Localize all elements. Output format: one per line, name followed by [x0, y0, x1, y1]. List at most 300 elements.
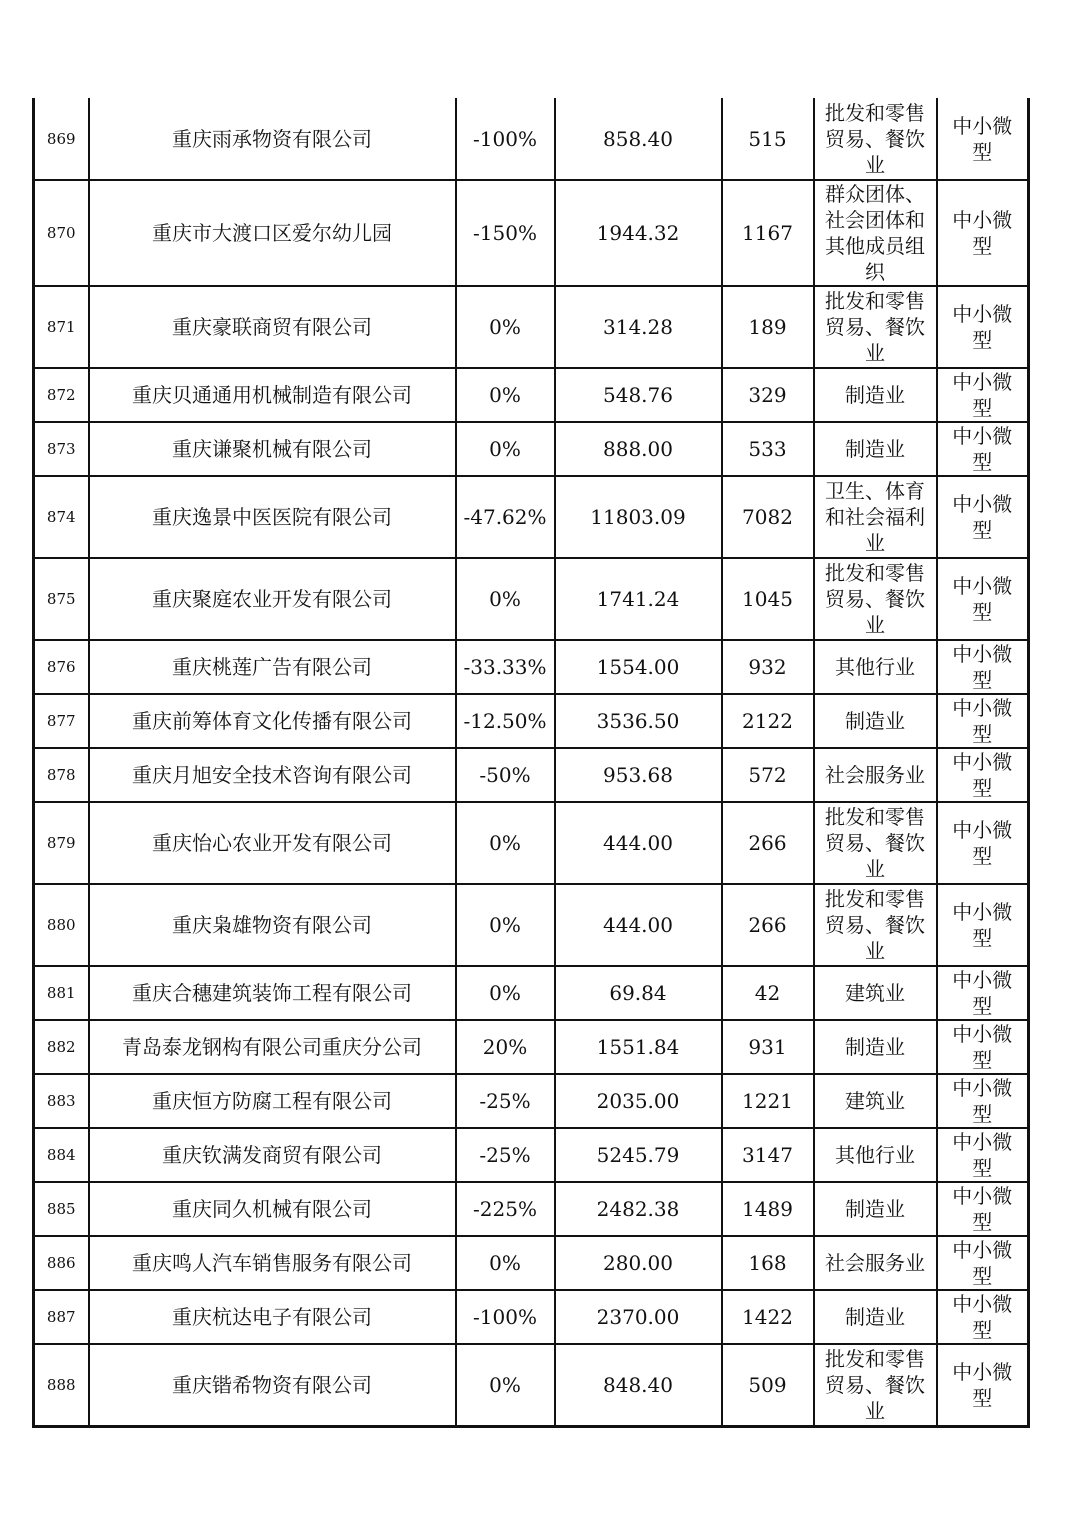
industry-cell: [814, 422, 937, 476]
table-row: [34, 640, 1029, 694]
company-name: 重庆逸景中医医院有限公司: [152, 505, 392, 529]
change-rate: 0%: [489, 587, 521, 611]
industry-cell: [814, 802, 937, 884]
count-value-cell: [722, 748, 814, 802]
amount-value: 1944.32: [596, 221, 680, 245]
count-value: 168: [748, 1251, 787, 1275]
count-value-cell: [722, 694, 814, 748]
change-rate-cell: [456, 368, 555, 422]
change-rate: -47.62%: [463, 505, 547, 529]
industry: 卫生、体育和社会福利业: [825, 479, 925, 555]
change-rate: 0%: [489, 831, 521, 855]
change-rate-cell: [456, 180, 555, 286]
amount-value: 888.00: [603, 437, 673, 461]
row-number-cell: [34, 1344, 89, 1426]
change-rate: 0%: [489, 1372, 521, 1397]
enterprise-size-cell: [937, 180, 1029, 286]
row-number: 883: [46, 1092, 76, 1110]
amount-value: 5245.79: [596, 1143, 680, 1167]
count-value-cell: [722, 1020, 814, 1074]
change-rate-cell: [456, 1344, 555, 1426]
change-rate-cell: [456, 1128, 555, 1182]
row-number-cell: [34, 1182, 89, 1236]
enterprise-size-cell: [937, 1128, 1029, 1182]
table-row: [34, 422, 1029, 476]
industry: 制造业: [845, 383, 905, 407]
company-name: 重庆鸣人汽车销售服务有限公司: [132, 1251, 412, 1275]
amount-value: 2370.00: [596, 1305, 680, 1329]
company-name-cell: [89, 884, 456, 966]
industry: 批发和零售贸易、餐饮业: [825, 561, 925, 637]
change-rate: 0%: [489, 383, 521, 407]
table-row: [34, 1236, 1029, 1290]
enterprise-size: 中小微型: [952, 1238, 1013, 1288]
change-rate: -150%: [473, 221, 537, 245]
enterprise-size: 中小微型: [952, 1184, 1013, 1234]
industry: 制造业: [845, 709, 905, 733]
industry-cell: [814, 1290, 937, 1344]
change-rate-cell: [456, 476, 555, 558]
count-value: 3147: [742, 1143, 793, 1167]
enterprise-size-cell: [937, 1290, 1029, 1344]
table-row: [34, 884, 1029, 966]
company-name: 青岛泰龙钢构有限公司重庆分公司: [122, 1035, 422, 1059]
industry-cell: [814, 98, 937, 180]
enterprise-size: 中小微型: [952, 1292, 1013, 1342]
amount-value: 1551.84: [596, 1035, 680, 1059]
row-number: 881: [46, 984, 76, 1002]
enterprise-size: 中小微型: [952, 900, 1013, 950]
industry: 其他行业: [835, 1143, 915, 1167]
row-number-cell: [34, 1290, 89, 1344]
enterprise-size: 中小微型: [952, 642, 1013, 692]
industry: 建筑业: [845, 981, 905, 1005]
amount-value: 953.68: [603, 763, 673, 787]
amount-value-cell: [555, 748, 722, 802]
change-rate: -100%: [473, 126, 537, 151]
count-value: 509: [748, 1372, 787, 1397]
enterprise-size: 中小微型: [952, 968, 1013, 1018]
company-name: 重庆枭雄物资有限公司: [172, 913, 372, 937]
row-number: 878: [46, 766, 76, 784]
change-rate: -50%: [479, 763, 531, 787]
enterprise-size-cell: [937, 422, 1029, 476]
amount-value-cell: [555, 1074, 722, 1128]
count-value: 1221: [742, 1089, 793, 1113]
amount-value-cell: [555, 1344, 722, 1426]
enterprise-size-cell: [937, 966, 1029, 1020]
amount-value: 1554.00: [596, 655, 680, 679]
industry-cell: [814, 476, 937, 558]
row-number: 875: [46, 590, 76, 608]
company-name-cell: [89, 1182, 456, 1236]
row-number: 874: [46, 508, 76, 526]
company-name-cell: [89, 1236, 456, 1290]
count-value-cell: [722, 640, 814, 694]
amount-value-cell: [555, 1290, 722, 1344]
amount-value: 11803.09: [590, 505, 686, 529]
industry: 批发和零售贸易、餐饮业: [825, 100, 925, 177]
count-value-cell: [722, 802, 814, 884]
amount-value: 1741.24: [596, 587, 680, 611]
count-value-cell: [722, 180, 814, 286]
change-rate: 0%: [489, 1251, 521, 1275]
row-number: 882: [46, 1038, 76, 1056]
change-rate-cell: [456, 286, 555, 368]
count-value: 42: [754, 981, 781, 1005]
company-name: 重庆谦聚机械有限公司: [172, 437, 372, 461]
company-name: 重庆豪联商贸有限公司: [172, 315, 372, 339]
table-row: [34, 748, 1029, 802]
industry-cell: [814, 884, 937, 966]
industry: 群众团体、社会团体和其他成员组织: [825, 182, 925, 284]
count-value-cell: [722, 98, 814, 180]
company-name: 重庆合穗建筑装饰工程有限公司: [132, 981, 412, 1005]
amount-value-cell: [555, 966, 722, 1020]
industry-cell: [814, 1128, 937, 1182]
company-name-cell: [89, 966, 456, 1020]
count-value: 266: [748, 831, 787, 855]
company-name-cell: [89, 1074, 456, 1128]
company-name: 重庆市大渡口区爱尔幼儿园: [152, 221, 392, 245]
company-name: 重庆杭达电子有限公司: [172, 1305, 372, 1329]
company-name-cell: [89, 286, 456, 368]
industry: 社会服务业: [825, 763, 925, 787]
company-name: 重庆贝通通用机械制造有限公司: [132, 383, 412, 407]
change-rate-cell: [456, 884, 555, 966]
enterprise-size-cell: [937, 368, 1029, 422]
industry-cell: [814, 1182, 937, 1236]
table-row: [34, 1020, 1029, 1074]
change-rate: -33.33%: [463, 655, 547, 679]
amount-value: 314.28: [603, 315, 673, 339]
enterprise-size: 中小微型: [952, 1022, 1013, 1072]
industry-cell: [814, 1236, 937, 1290]
industry: 批发和零售贸易、餐饮业: [825, 1346, 925, 1423]
enterprise-size: 中小微型: [952, 1130, 1013, 1180]
company-name-cell: [89, 1020, 456, 1074]
enterprise-size-cell: [937, 558, 1029, 640]
amount-value-cell: [555, 180, 722, 286]
enterprise-size: 中小微型: [952, 492, 1013, 542]
industry: 制造业: [845, 437, 905, 461]
company-name: 重庆钦满发商贸有限公司: [162, 1143, 382, 1167]
change-rate: -25%: [479, 1143, 531, 1167]
change-rate: -225%: [473, 1197, 537, 1221]
enterprise-size-cell: [937, 694, 1029, 748]
row-number-cell: [34, 422, 89, 476]
industry: 制造业: [845, 1305, 905, 1329]
company-name-cell: [89, 1128, 456, 1182]
table-row: [34, 1074, 1029, 1128]
count-value-cell: [722, 286, 814, 368]
count-value-cell: [722, 966, 814, 1020]
company-name-cell: [89, 180, 456, 286]
count-value: 329: [748, 383, 787, 407]
row-number: 869: [46, 129, 76, 148]
enterprise-size-cell: [937, 640, 1029, 694]
change-rate: 20%: [482, 1035, 528, 1059]
change-rate: 0%: [489, 981, 521, 1005]
row-number: 879: [46, 834, 76, 852]
enterprise-size: 中小微型: [952, 750, 1013, 800]
count-value-cell: [722, 1236, 814, 1290]
row-number: 872: [46, 386, 76, 404]
amount-value-cell: [555, 1236, 722, 1290]
change-rate: 0%: [489, 437, 521, 461]
industry-cell: [814, 1344, 937, 1426]
count-value-cell: [722, 422, 814, 476]
industry: 批发和零售贸易、餐饮业: [825, 887, 925, 963]
enterprise-size: 中小微型: [952, 370, 1013, 420]
count-value: 931: [748, 1035, 787, 1059]
row-number-cell: [34, 476, 89, 558]
count-value-cell: [722, 1128, 814, 1182]
count-value: 189: [748, 315, 787, 339]
change-rate-cell: [456, 748, 555, 802]
row-number-cell: [34, 98, 89, 180]
industry-cell: [814, 966, 937, 1020]
amount-value: 444.00: [603, 831, 673, 855]
row-number: 887: [46, 1308, 76, 1326]
enterprise-size: 中小微型: [952, 696, 1013, 746]
row-number-cell: [34, 640, 89, 694]
row-number-cell: [34, 884, 89, 966]
amount-value: 548.76: [603, 383, 673, 407]
company-table: [32, 98, 1030, 1428]
company-name-cell: [89, 1290, 456, 1344]
company-table-page: [32, 98, 1027, 1428]
enterprise-size: 中小微型: [952, 302, 1013, 352]
count-value: 1045: [742, 587, 793, 611]
count-value-cell: [722, 1344, 814, 1426]
industry-cell: [814, 286, 937, 368]
table-row: [34, 694, 1029, 748]
enterprise-size-cell: [937, 1182, 1029, 1236]
table-row: [34, 1290, 1029, 1344]
industry: 其他行业: [835, 655, 915, 679]
table-body: [34, 98, 1029, 1426]
count-value-cell: [722, 368, 814, 422]
row-number: 888: [46, 1375, 76, 1394]
change-rate-cell: [456, 558, 555, 640]
change-rate: -25%: [479, 1089, 531, 1113]
amount-value-cell: [555, 1128, 722, 1182]
change-rate-cell: [456, 694, 555, 748]
change-rate-cell: [456, 1236, 555, 1290]
count-value-cell: [722, 476, 814, 558]
table-row: [34, 802, 1029, 884]
company-name-cell: [89, 694, 456, 748]
enterprise-size-cell: [937, 476, 1029, 558]
enterprise-size-cell: [937, 1236, 1029, 1290]
industry: 批发和零售贸易、餐饮业: [825, 805, 925, 881]
enterprise-size: 中小微型: [952, 208, 1013, 258]
company-name-cell: [89, 476, 456, 558]
enterprise-size-cell: [937, 1344, 1029, 1426]
enterprise-size-cell: [937, 1020, 1029, 1074]
industry-cell: [814, 180, 937, 286]
industry-cell: [814, 748, 937, 802]
amount-value-cell: [555, 640, 722, 694]
change-rate-cell: [456, 802, 555, 884]
industry-cell: [814, 694, 937, 748]
company-name-cell: [89, 368, 456, 422]
enterprise-size: 中小微型: [952, 1359, 1013, 1410]
company-name-cell: [89, 422, 456, 476]
row-number: 877: [46, 712, 76, 730]
row-number-cell: [34, 368, 89, 422]
change-rate: -100%: [473, 1305, 537, 1329]
amount-value-cell: [555, 1182, 722, 1236]
table-row: [34, 368, 1029, 422]
enterprise-size: 中小微型: [952, 424, 1013, 474]
enterprise-size-cell: [937, 98, 1029, 180]
count-value-cell: [722, 1074, 814, 1128]
amount-value-cell: [555, 422, 722, 476]
row-number: 873: [46, 440, 76, 458]
enterprise-size-cell: [937, 802, 1029, 884]
company-name: 重庆怡心农业开发有限公司: [152, 831, 392, 855]
company-name-cell: [89, 748, 456, 802]
company-name: 重庆前筹体育文化传播有限公司: [132, 709, 412, 733]
amount-value: 858.40: [603, 126, 673, 151]
company-name-cell: [89, 640, 456, 694]
change-rate-cell: [456, 1074, 555, 1128]
row-number-cell: [34, 966, 89, 1020]
enterprise-size: 中小微型: [952, 574, 1013, 624]
amount-value-cell: [555, 884, 722, 966]
change-rate: 0%: [489, 913, 521, 937]
count-value: 932: [748, 655, 787, 679]
table-row: [34, 476, 1029, 558]
count-value: 1489: [742, 1197, 793, 1221]
company-name-cell: [89, 98, 456, 180]
row-number-cell: [34, 694, 89, 748]
industry-cell: [814, 368, 937, 422]
count-value: 2122: [742, 709, 793, 733]
count-value: 1422: [742, 1305, 793, 1329]
change-rate-cell: [456, 1020, 555, 1074]
table-row: [34, 966, 1029, 1020]
company-name: 重庆恒方防腐工程有限公司: [152, 1089, 392, 1113]
count-value-cell: [722, 1182, 814, 1236]
enterprise-size-cell: [937, 286, 1029, 368]
amount-value-cell: [555, 802, 722, 884]
enterprise-size-cell: [937, 748, 1029, 802]
amount-value-cell: [555, 558, 722, 640]
industry-cell: [814, 640, 937, 694]
row-number: 876: [46, 658, 76, 676]
row-number-cell: [34, 180, 89, 286]
row-number-cell: [34, 1128, 89, 1182]
table-row: [34, 286, 1029, 368]
amount-value-cell: [555, 1020, 722, 1074]
row-number: 886: [46, 1254, 76, 1272]
amount-value: 2035.00: [596, 1089, 680, 1113]
enterprise-size: 中小微型: [952, 818, 1013, 868]
industry: 制造业: [845, 1035, 905, 1059]
row-number: 884: [46, 1146, 76, 1164]
amount-value-cell: [555, 368, 722, 422]
amount-value-cell: [555, 476, 722, 558]
industry: 批发和零售贸易、餐饮业: [825, 289, 925, 365]
amount-value-cell: [555, 286, 722, 368]
company-name: 重庆月旭安全技术咨询有限公司: [132, 763, 412, 787]
amount-value: 848.40: [603, 1372, 673, 1397]
row-number-cell: [34, 1020, 89, 1074]
count-value-cell: [722, 884, 814, 966]
amount-value-cell: [555, 98, 722, 180]
row-number: 870: [46, 224, 76, 242]
company-name: 重庆桃莲广告有限公司: [172, 655, 372, 679]
amount-value: 2482.38: [596, 1197, 680, 1221]
count-value: 266: [748, 913, 787, 937]
company-name: 重庆锴希物资有限公司: [172, 1372, 372, 1397]
count-value: 7082: [742, 505, 793, 529]
amount-value: 444.00: [603, 913, 673, 937]
amount-value: 69.84: [609, 981, 667, 1005]
count-value: 533: [748, 437, 787, 461]
count-value: 515: [748, 126, 787, 151]
table-row: [34, 180, 1029, 286]
change-rate-cell: [456, 422, 555, 476]
count-value-cell: [722, 1290, 814, 1344]
company-name: 重庆聚庭农业开发有限公司: [152, 587, 392, 611]
row-number-cell: [34, 802, 89, 884]
change-rate-cell: [456, 1182, 555, 1236]
company-name: 重庆雨承物资有限公司: [172, 126, 372, 151]
enterprise-size-cell: [937, 884, 1029, 966]
table-row: [34, 98, 1029, 180]
company-name: 重庆同久机械有限公司: [172, 1197, 372, 1221]
change-rate-cell: [456, 98, 555, 180]
industry-cell: [814, 1020, 937, 1074]
change-rate: 0%: [489, 315, 521, 339]
industry: 建筑业: [845, 1089, 905, 1113]
industry-cell: [814, 1074, 937, 1128]
table-row: [34, 558, 1029, 640]
row-number: 871: [46, 318, 76, 336]
industry-cell: [814, 558, 937, 640]
change-rate-cell: [456, 1290, 555, 1344]
industry: 制造业: [845, 1197, 905, 1221]
enterprise-size: 中小微型: [952, 1076, 1013, 1126]
company-name-cell: [89, 1344, 456, 1426]
count-value: 1167: [742, 221, 793, 245]
row-number-cell: [34, 558, 89, 640]
change-rate-cell: [456, 640, 555, 694]
change-rate-cell: [456, 966, 555, 1020]
change-rate: -12.50%: [463, 709, 547, 733]
amount-value-cell: [555, 694, 722, 748]
amount-value: 3536.50: [596, 709, 680, 733]
row-number-cell: [34, 748, 89, 802]
count-value-cell: [722, 558, 814, 640]
table-row: [34, 1128, 1029, 1182]
count-value: 572: [748, 763, 787, 787]
company-name-cell: [89, 558, 456, 640]
company-name-cell: [89, 802, 456, 884]
row-number-cell: [34, 1236, 89, 1290]
amount-value: 280.00: [603, 1251, 673, 1275]
row-number: 885: [46, 1200, 76, 1218]
industry: 社会服务业: [825, 1251, 925, 1275]
row-number-cell: [34, 1074, 89, 1128]
enterprise-size-cell: [937, 1074, 1029, 1128]
row-number: 880: [46, 916, 76, 934]
table-row: [34, 1344, 1029, 1426]
